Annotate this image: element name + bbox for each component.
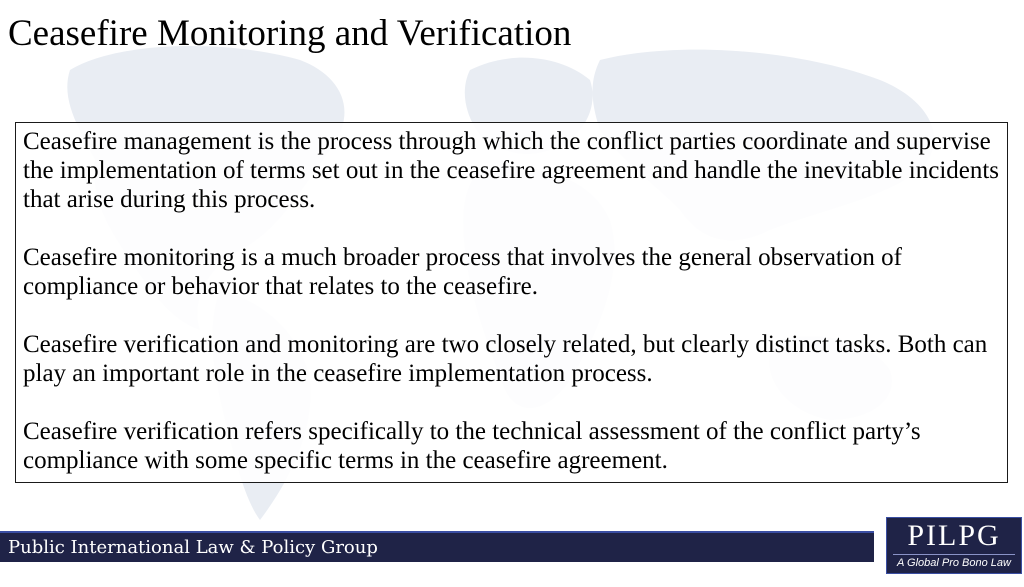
logo-name: PILPG <box>907 519 1001 552</box>
logo-tagline: A Global Pro Bono Law Firm <box>893 554 1015 587</box>
content-box <box>15 122 1008 483</box>
paragraph-ceasefire-verification: Ceasefire verification refers specifically to the technical assessment of the conflict party’s compliance with some specific terms in the ceasefire agreement. <box>23 418 921 474</box>
paragraph-verification-vs-monitoring: Ceasefire verification and monitoring are two closely related, but clearly distinct tasks. Both can play an important role in the ceasefire implementation process. <box>23 331 988 387</box>
pilpg-logo <box>886 517 1022 585</box>
paragraph-ceasefire-monitoring: Ceasefire monitoring is a much broader process that involves the general observation of compliance or behavior that relates to the ceasefire. <box>23 244 902 300</box>
paragraph-ceasefire-management: Ceasefire management is the process through which the conflict parties coordinate and supervise the implementation of terms set out in the ceasefire agreement and handle the inevitable incidents that arise during this process. <box>23 128 1000 213</box>
slide-title: Ceasefire Monitoring and Verification <box>8 13 572 54</box>
footer-organization: Public International Law & Policy Group <box>8 537 378 558</box>
footer-bar <box>0 531 874 562</box>
